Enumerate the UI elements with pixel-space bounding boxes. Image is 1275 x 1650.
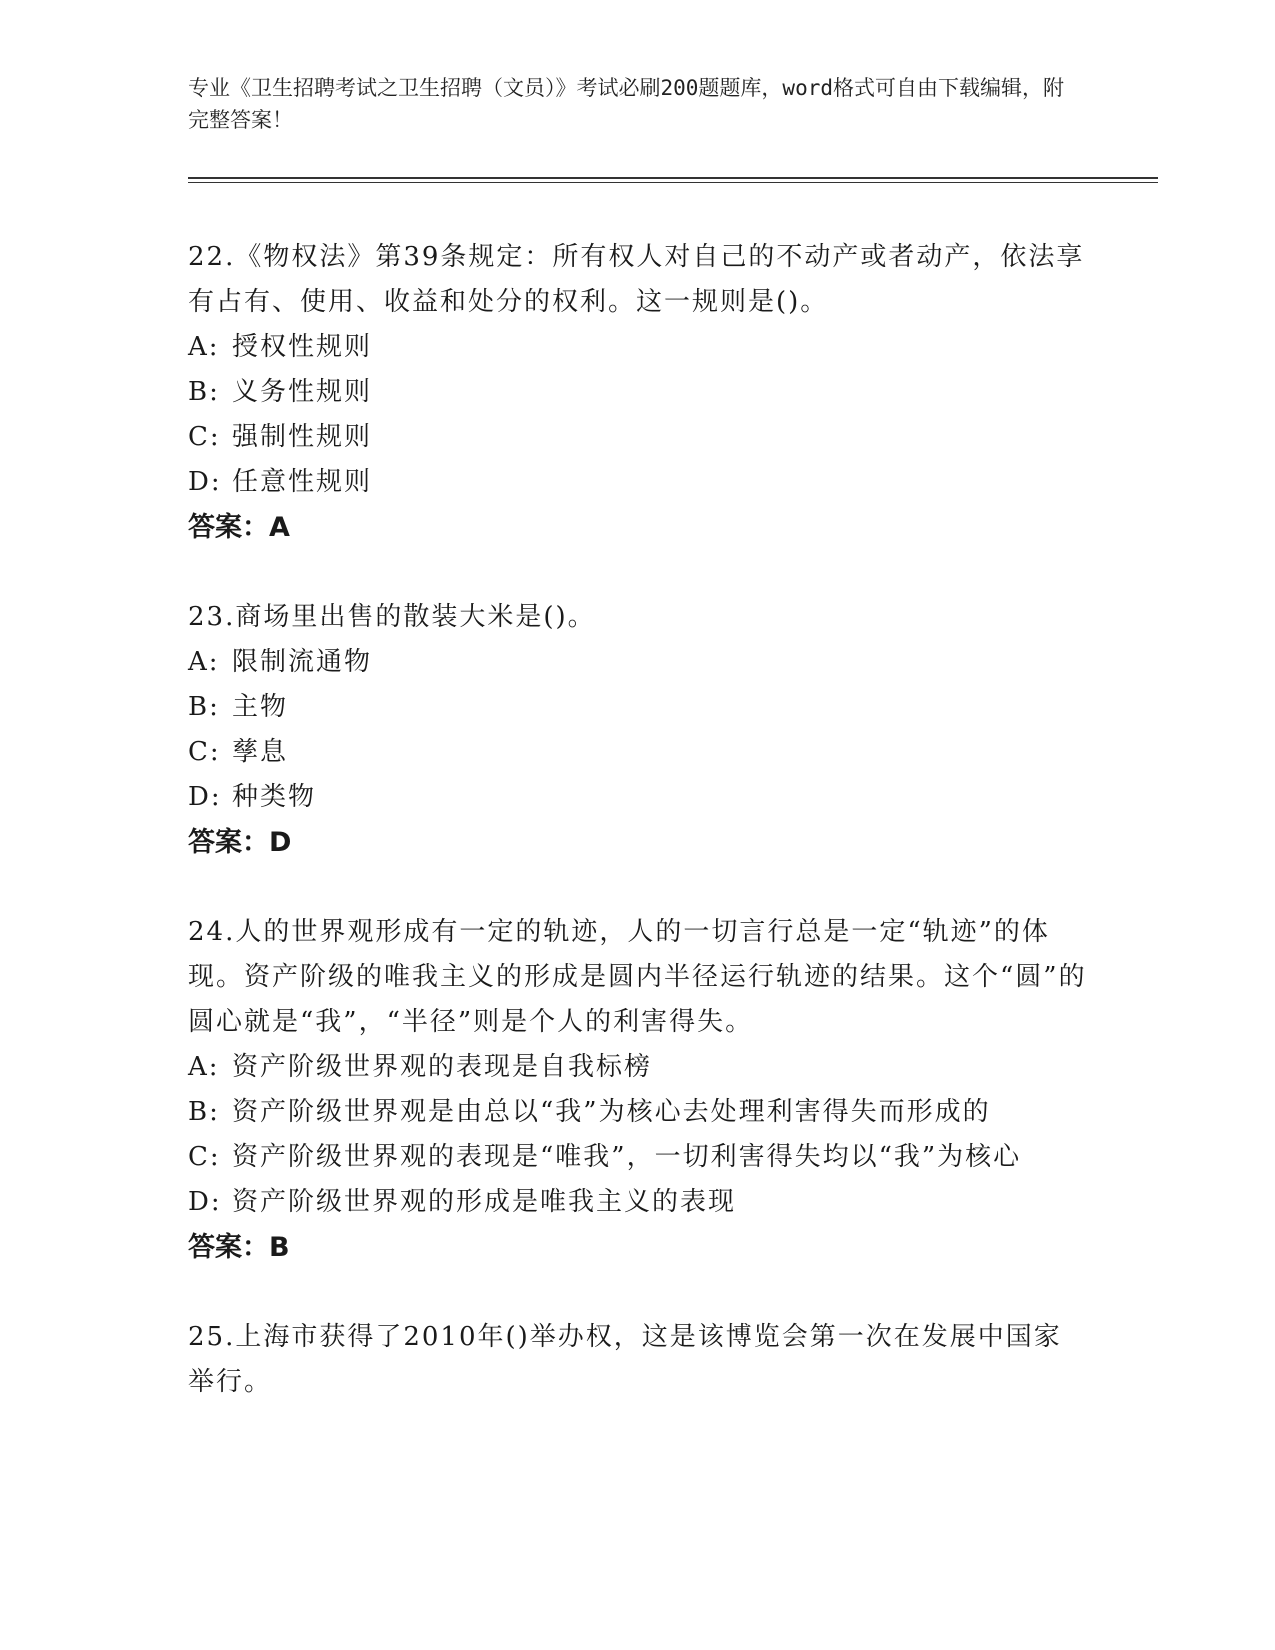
option-text: 限制流通物 <box>232 647 373 677</box>
header-divider-thick <box>188 177 1158 179</box>
option-letter: D: <box>188 1187 222 1217</box>
option-text: 授权性规则 <box>232 332 373 362</box>
option-letter: C: <box>188 422 221 452</box>
option-letter: B: <box>188 692 220 722</box>
option-text: 强制性规则 <box>232 422 373 452</box>
option-b <box>188 1090 1088 1135</box>
option-c <box>188 730 1088 775</box>
option-d <box>188 775 1088 820</box>
answer-line: 答案：A <box>188 512 290 543</box>
option-letter: C: <box>188 737 221 767</box>
option-text: 义务性规则 <box>232 377 373 407</box>
document-header: 专业《卫生招聘考试之卫生招聘（文员）》考试必刷200题题库，word格式可自由下载编辑，附完整答案！ <box>188 76 1064 132</box>
option-text: 资产阶级世界观是由总以“我”为核心去处理利害得失而形成的 <box>232 1097 991 1127</box>
answer-line: 答案：D <box>188 827 292 858</box>
option-c <box>188 1135 1088 1180</box>
option-text: 资产阶级世界观的表现是自我标榜 <box>232 1052 653 1082</box>
header-divider-thin <box>188 182 1158 183</box>
question-stem: 24.人的世界观形成有一定的轨迹，人的一切言行总是一定“轨迹”的体现。资产阶级的唯我主义的形成是圆内半径运行轨迹的结果。这个“圆”的圆心就是“我”，“半径”则是个人的利害得失。 <box>188 917 1087 1037</box>
answer-line: 答案：B <box>188 1232 290 1263</box>
question-stem: 25.上海市获得了2010年()举办权，这是该博览会第一次在发展中国家举行。 <box>188 1322 1062 1397</box>
option-d <box>188 1180 1088 1225</box>
option-text: 资产阶级世界观的表现是“唯我”，一切利害得失均以“我”为核心 <box>232 1142 1022 1172</box>
option-b <box>188 685 1088 730</box>
option-c <box>188 415 1088 460</box>
question-stem: 22.《物权法》第39条规定：所有权人对自己的不动产或者动产，依法享有占有、使用、收益和处分的权利。这一规则是()。 <box>188 242 1085 317</box>
option-letter: A: <box>188 647 220 677</box>
option-d <box>188 460 1088 505</box>
option-a <box>188 325 1088 370</box>
option-letter: B: <box>188 377 220 407</box>
question-25 <box>188 1315 1088 1405</box>
question-22 <box>188 235 1088 550</box>
option-letter: D: <box>188 782 222 812</box>
option-text: 孳息 <box>232 737 289 767</box>
option-letter: D: <box>188 467 222 497</box>
option-text: 资产阶级世界观的形成是唯我主义的表现 <box>232 1187 737 1217</box>
question-stem: 23.商场里出售的散装大米是()。 <box>188 602 596 632</box>
option-letter: A: <box>188 332 220 362</box>
option-text: 任意性规则 <box>232 467 373 497</box>
option-a <box>188 640 1088 685</box>
option-letter: B: <box>188 1097 220 1127</box>
option-a <box>188 1045 1088 1090</box>
question-24 <box>188 910 1088 1270</box>
question-list <box>188 235 1088 1450</box>
option-text: 主物 <box>232 692 289 722</box>
question-23 <box>188 595 1088 865</box>
option-b <box>188 370 1088 415</box>
option-text: 种类物 <box>232 782 317 812</box>
option-letter: A: <box>188 1052 220 1082</box>
option-letter: C: <box>188 1142 221 1172</box>
